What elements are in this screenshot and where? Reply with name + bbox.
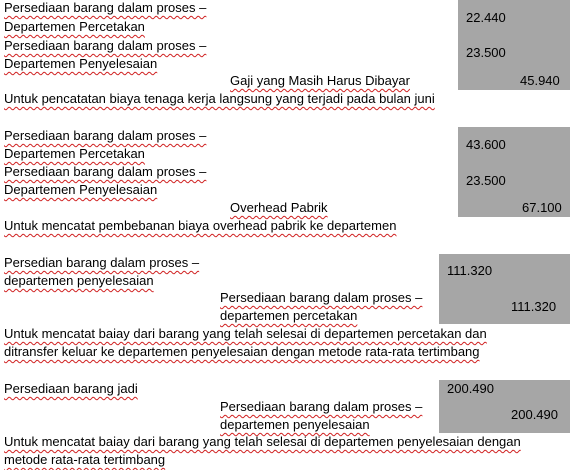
credit-amount: 67.100 [522,200,562,215]
debit-account-line: Departemen Percetakan [4,19,145,34]
debit-account-line: Departemen Percetakan [4,146,145,161]
credit-account-line: Persediaan barang dalam proses – [220,290,423,305]
entry-description: Untuk pencatatan biaya tenaga kerja langsung yang terjadi pada bulan juni [4,91,435,106]
credit-account-line: Persediaan barang dalam proses – [220,399,423,414]
debit-account-line: Persediaan barang dalam proses – [4,128,207,143]
credit-amount: 111.320 [511,299,557,314]
debit-amount: 43.600 [466,137,506,152]
credit-account: Gaji yang Masih Harus Dibayar [230,73,410,88]
debit-account-line: Departemen Penyelesaian [4,182,158,197]
credit-account-line: departemen penyelesaian [220,417,370,432]
entry-description: ditransfer keluar ke departemen penyelesaian dengan metode rata-rata tertimbang [4,344,480,359]
debit-account-line: Persedian barang dalam proses – [4,255,200,270]
entry-description: Untuk mencatat baiay dari barang yang telah selesai di departemen percetakan dan [4,326,487,341]
debit-account-line: Departemen Penyelesaian [4,56,158,71]
credit-amount: 45.940 [520,73,560,88]
debit-amount: 200.490 [447,381,494,396]
debit-amount: 23.500 [466,45,506,60]
entry-description: metode rata-rata tertimbang [4,452,166,467]
entry-description: Untuk mencatat baiay dari barang yang telah selesai di departemen penyelesaian dengan [4,434,521,449]
debit-account-line: Persediaan barang dalam proses – [4,38,207,53]
credit-account: Overhead Pabrik [230,200,328,215]
debit-amount: 22.440 [466,10,506,25]
debit-amount: 111.320 [447,263,493,278]
debit-account-line: Persediaan barang dalam proses – [4,0,207,15]
debit-account-line: Persediaan barang dalam proses – [4,164,207,179]
credit-amount: 200.490 [511,407,558,422]
credit-account-line: departemen percetakan [220,308,358,323]
debit-account-line: departemen penyelesaian [4,273,154,288]
debit-amount: 23.500 [466,173,506,188]
entry-description: Untuk mencatat pembebanan biaya overhead pabrik ke departemen [4,218,397,233]
debit-account-line: Persediaan barang jadi [4,381,138,396]
